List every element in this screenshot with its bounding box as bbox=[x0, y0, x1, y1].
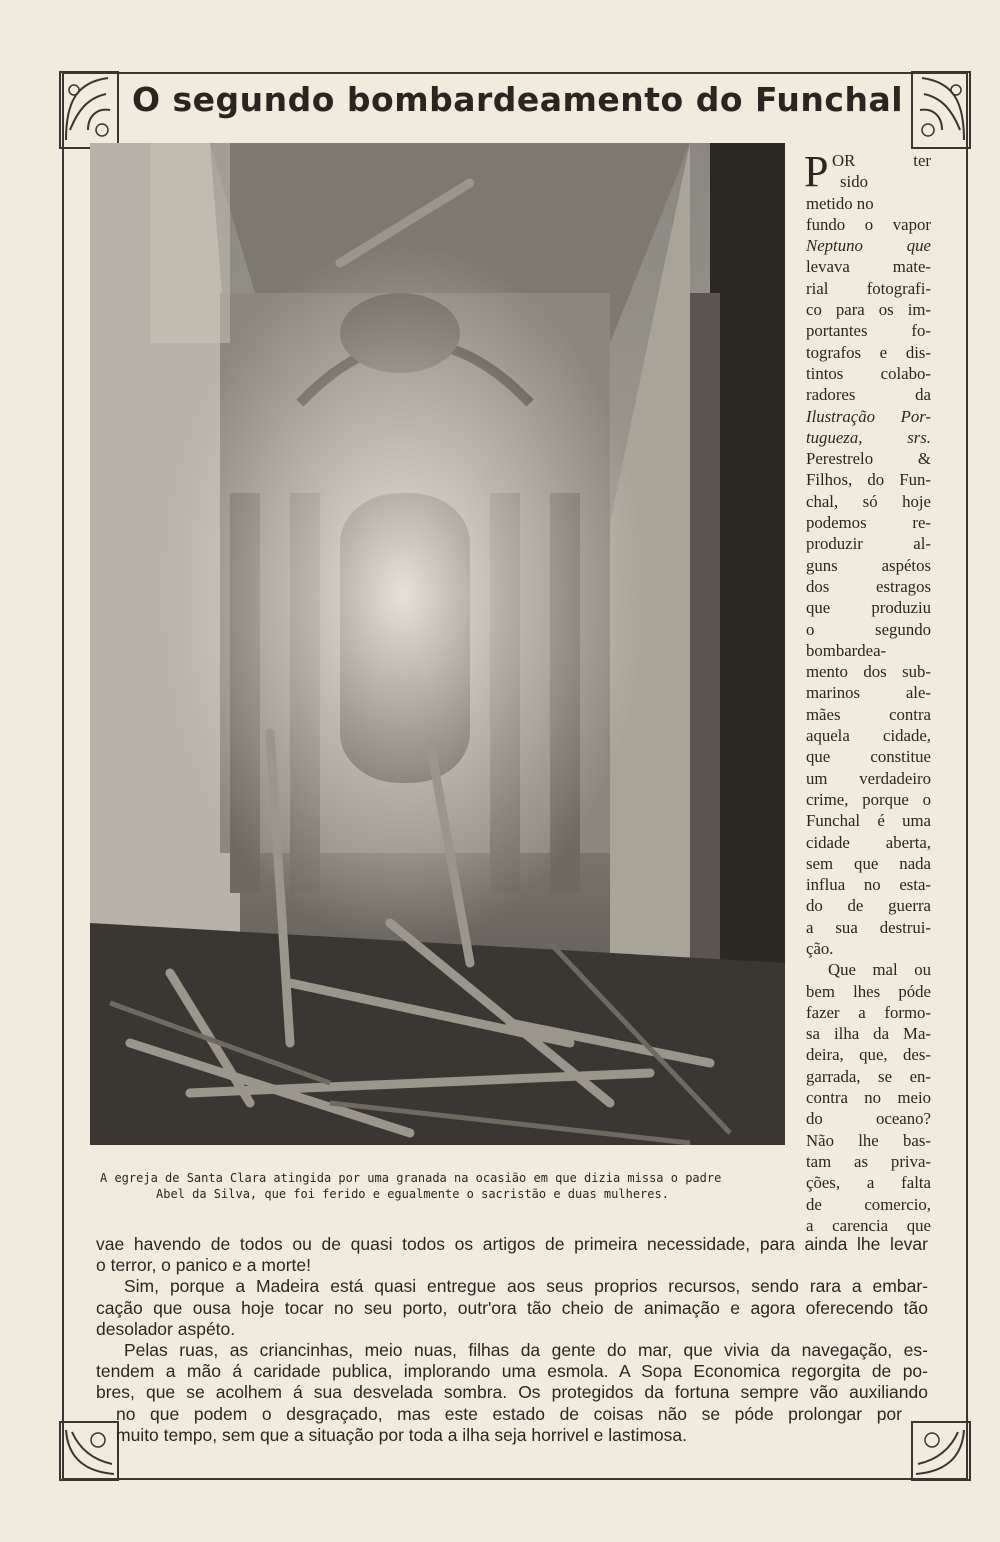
text-line: um verdadeiro bbox=[806, 768, 931, 788]
text-line: ções, a falta bbox=[806, 1173, 931, 1193]
text-line: Que mal ou bbox=[828, 960, 931, 980]
text-line: podemos re- bbox=[806, 513, 931, 533]
text-line: sido bbox=[840, 172, 868, 192]
text-line: Pelas ruas, as criancinhas, meio nuas, filhas da gente do mar, que vivia da navegação, es- bbox=[124, 1340, 928, 1361]
text-line: crime, porque o bbox=[806, 789, 931, 809]
text-line: Neptuno que bbox=[806, 236, 931, 256]
text-line: produzir al- bbox=[806, 534, 931, 554]
text-line: co para os im- bbox=[806, 300, 931, 320]
text-line: ção. bbox=[806, 938, 834, 958]
text-line: bres, que se acolhem á sua desvelada sombra. Os protegidos da fortuna sempre vão auxiliando bbox=[96, 1382, 928, 1403]
text-line: vae havendo de todos ou de quasi todos os artigos de primeira necessidade, para ainda lhe levar bbox=[96, 1234, 928, 1254]
text-line: rial fotografi- bbox=[806, 278, 931, 298]
text-line: a sua destrui- bbox=[806, 917, 931, 937]
text-line: bem lhes póde bbox=[806, 981, 931, 1001]
text-line: o segundo bbox=[806, 619, 931, 639]
text-line: desolador aspéto. bbox=[96, 1318, 236, 1339]
photo-caption bbox=[96, 1170, 776, 1202]
text-line: que produziu bbox=[806, 598, 931, 618]
caption-line: Abel da Silva, que foi ferido e egualmente o sacristão e duas mulheres. bbox=[156, 1187, 669, 1201]
text-line: tografos e dis- bbox=[806, 342, 931, 362]
text-line: a carencia que bbox=[806, 1215, 931, 1235]
page-title: O segundo bombardeamento do Funchal bbox=[131, 80, 904, 119]
caption-line: A egreja de Santa Clara atingida por uma granada na ocasião em que dizia missa o padre bbox=[100, 1171, 722, 1185]
text-line: garrada, se en- bbox=[806, 1066, 931, 1086]
text-line: guns aspétos bbox=[806, 555, 931, 575]
text-line: Perestrelo & bbox=[806, 449, 931, 469]
text-line: levava mate- bbox=[806, 257, 931, 277]
text-line: do de guerra bbox=[806, 896, 931, 916]
text-line: marinos ale- bbox=[806, 683, 931, 703]
text-line: metido no bbox=[806, 193, 874, 213]
text-line: tintos colabo- bbox=[806, 363, 931, 383]
text-line: sa ilha da Ma- bbox=[806, 1024, 931, 1044]
text-line: OR ter bbox=[832, 151, 931, 170]
ornament-top-right-icon bbox=[910, 70, 972, 150]
text-line: Funchal é uma bbox=[806, 811, 931, 831]
text-line: tam as priva- bbox=[806, 1151, 931, 1171]
ornament-top-left-icon bbox=[58, 70, 120, 150]
text-line: de comercio, bbox=[806, 1194, 931, 1214]
text-line: o terror, o panico e a morte! bbox=[96, 1255, 311, 1276]
text-line: fazer a formo- bbox=[806, 1002, 931, 1022]
text-line: bombardea- bbox=[806, 640, 887, 660]
text-line: tendem a mão á caridade publica, implorando uma esmola. A Sopa Economica regorgita de po- bbox=[96, 1361, 928, 1382]
text-line: mento dos sub- bbox=[806, 662, 931, 682]
text-line: cidade aberta, bbox=[806, 832, 931, 852]
text-line: tugueza, srs. bbox=[806, 427, 931, 447]
text-line: Ilustração Por- bbox=[806, 406, 931, 426]
church-altar-ruins-photo bbox=[90, 143, 785, 1145]
article-bottom-text bbox=[96, 1234, 928, 1446]
drop-cap: P bbox=[804, 147, 829, 196]
text-line: do oceano? bbox=[806, 1109, 931, 1129]
text-line: Não lhe bas- bbox=[806, 1130, 931, 1150]
text-line: contra no meio bbox=[806, 1088, 931, 1108]
text-line: fundo o vapor bbox=[806, 214, 931, 234]
text-line: dos estragos bbox=[806, 576, 931, 596]
text-line: aquela cidade, bbox=[806, 726, 931, 746]
text-line: no que podem o desgraçado, mas este estado de coisas não se póde prolongar por bbox=[116, 1403, 902, 1424]
text-line: cação que ousa hoje tocar no seu porto, outr'ora tão cheio de animação e agora oferecendo tão bbox=[96, 1297, 928, 1318]
text-line: radores da bbox=[806, 385, 931, 405]
text-line: que constitue bbox=[806, 747, 931, 767]
text-line: portantes fo- bbox=[806, 321, 931, 341]
text-line: influa no esta- bbox=[806, 875, 931, 895]
text-line: deira, que, des- bbox=[806, 1045, 931, 1065]
text-line: muito tempo, sem que a situação por toda a ilha seja horrivel e lastimosa. bbox=[116, 1424, 687, 1445]
text-line: chal, só hoje bbox=[806, 491, 931, 511]
text-line: mães contra bbox=[806, 704, 931, 724]
text-line: sem que nada bbox=[806, 853, 931, 873]
article-side-column bbox=[804, 147, 931, 1236]
text-line: Filhos, do Fun- bbox=[806, 470, 931, 490]
text-line: Sim, porque a Madeira está quasi entregue aos seus proprios recursos, sendo rara a embar- bbox=[124, 1276, 928, 1297]
